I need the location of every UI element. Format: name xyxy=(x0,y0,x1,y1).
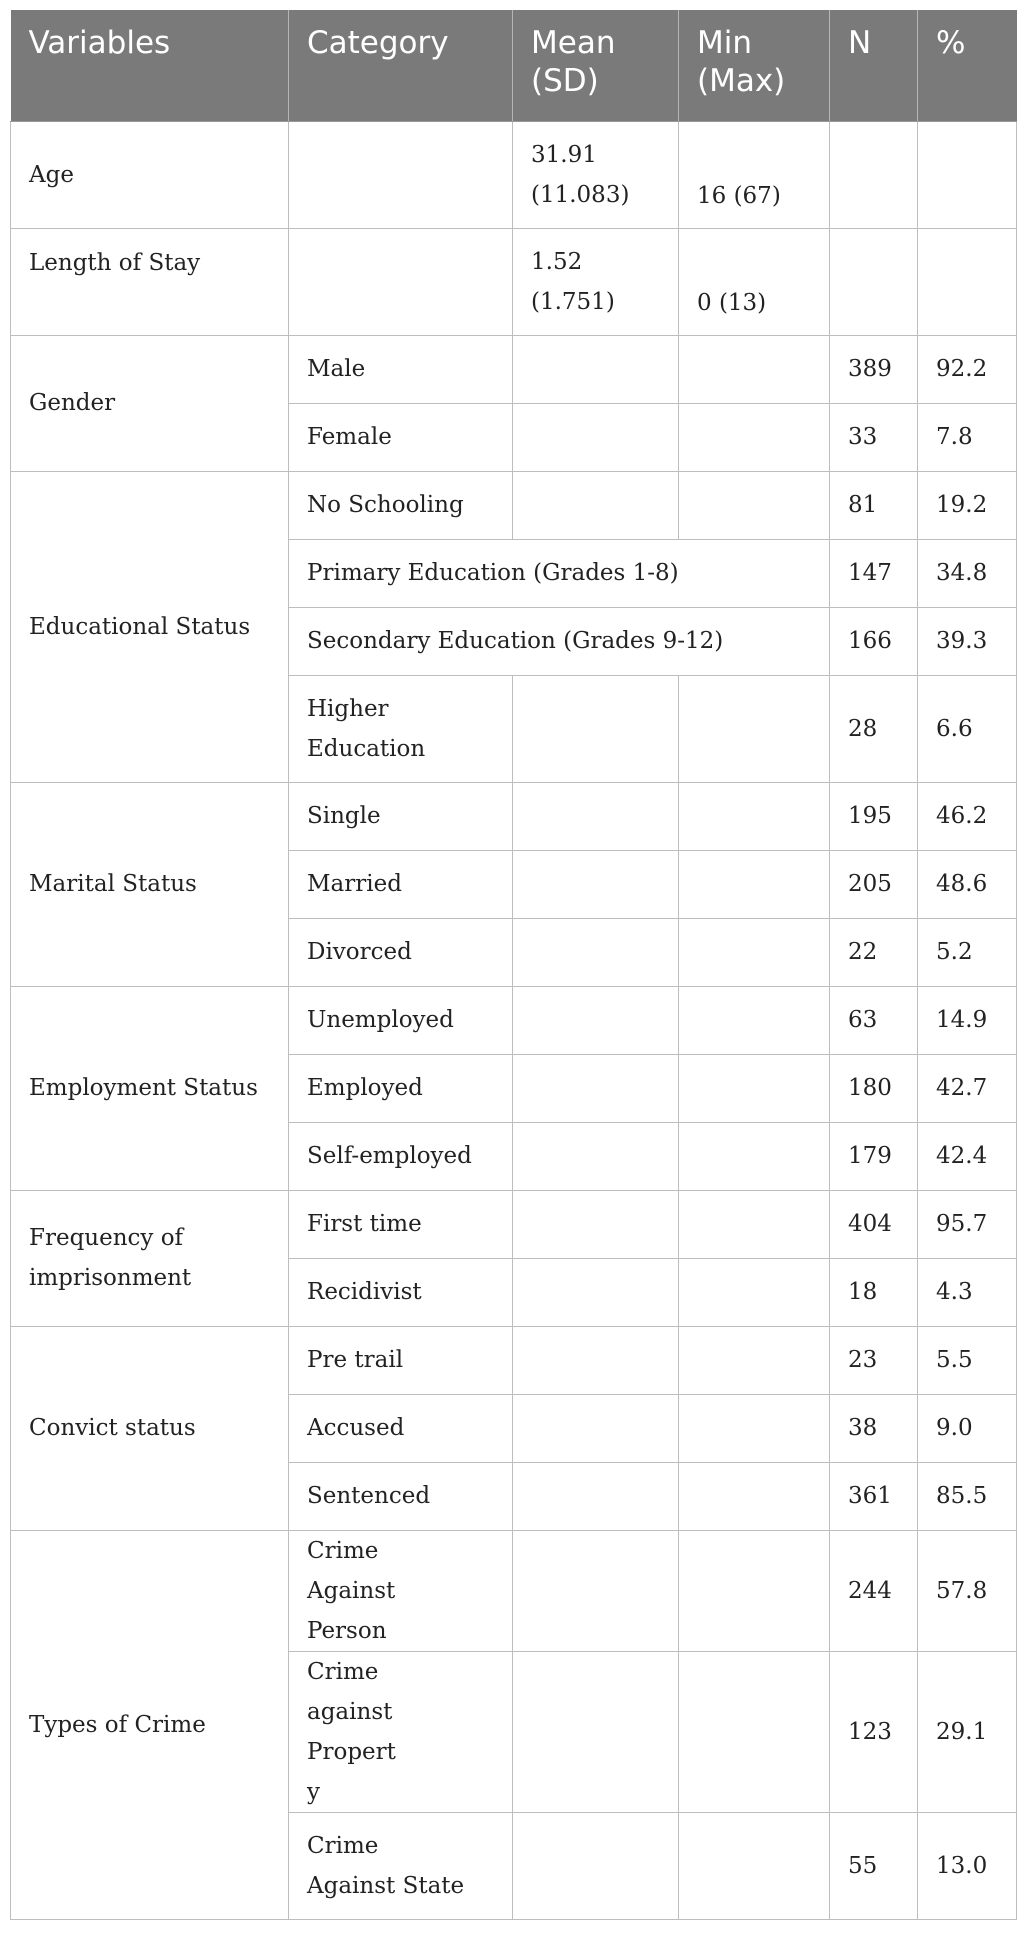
category-cell: Female xyxy=(289,403,513,471)
category-cell: Accused xyxy=(289,1394,513,1462)
category-cell: Self-employed xyxy=(289,1122,513,1190)
category-cell: Male xyxy=(289,335,513,403)
category-cell xyxy=(289,228,513,335)
variable-cell: Employment Status xyxy=(11,986,289,1190)
variable-cell: Age xyxy=(11,121,289,228)
n-cell: 123 xyxy=(830,1651,918,1812)
header-min-max: Min (Max) xyxy=(679,10,830,121)
variable-cell: Length of Stay xyxy=(11,228,289,335)
percent-cell: 85.5 xyxy=(918,1462,1017,1530)
n-cell: 18 xyxy=(830,1258,918,1326)
header-n: N xyxy=(830,10,918,121)
variable-cell: Gender xyxy=(11,335,289,471)
header-category: Category xyxy=(289,10,513,121)
n-cell: 389 xyxy=(830,335,918,403)
category-cell: Employed xyxy=(289,1054,513,1122)
header-row xyxy=(11,10,1017,121)
n-cell: 244 xyxy=(830,1530,918,1651)
variable-cell: Educational Status xyxy=(11,471,289,782)
n-cell: 22 xyxy=(830,918,918,986)
category-cell: Sentenced xyxy=(289,1462,513,1530)
n-cell: 33 xyxy=(830,403,918,471)
percent-cell: 7.8 xyxy=(918,403,1017,471)
n-cell xyxy=(830,228,918,335)
table-row xyxy=(11,1190,1017,1258)
percent-cell: 39.3 xyxy=(918,607,1017,675)
category-cell: Crime against Property xyxy=(289,1651,513,1812)
min-max-cell: 0 (13) xyxy=(679,228,830,335)
category-cell: Recidivist xyxy=(289,1258,513,1326)
category-cell: Married xyxy=(289,850,513,918)
mean-sd-cell: 1.52 (1.751) xyxy=(513,228,679,335)
variable-cell: Frequency of imprisonment xyxy=(11,1190,289,1326)
header-mean-sd: Mean (SD) xyxy=(513,10,679,121)
table-row xyxy=(11,1326,1017,1394)
percent-cell xyxy=(918,228,1017,335)
demographics-table xyxy=(10,10,1017,1920)
percent-cell: 6.6 xyxy=(918,675,1017,782)
n-cell: 361 xyxy=(830,1462,918,1530)
percent-cell: 95.7 xyxy=(918,1190,1017,1258)
n-cell: 28 xyxy=(830,675,918,782)
table-row xyxy=(11,986,1017,1054)
n-cell: 147 xyxy=(830,539,918,607)
table-row xyxy=(11,228,1017,335)
variable-cell: Marital Status xyxy=(11,782,289,986)
table-row xyxy=(11,335,1017,403)
category-cell: Higher Education xyxy=(289,675,513,782)
n-cell xyxy=(830,121,918,228)
category-cell: Unemployed xyxy=(289,986,513,1054)
variable-cell: Convict status xyxy=(11,1326,289,1530)
category-cell: First time xyxy=(289,1190,513,1258)
percent-cell: 42.7 xyxy=(918,1054,1017,1122)
percent-cell: 92.2 xyxy=(918,335,1017,403)
table-row xyxy=(11,471,1017,539)
n-cell: 179 xyxy=(830,1122,918,1190)
percent-cell: 48.6 xyxy=(918,850,1017,918)
n-cell: 63 xyxy=(830,986,918,1054)
percent-cell: 42.4 xyxy=(918,1122,1017,1190)
table-row xyxy=(11,121,1017,228)
table-row xyxy=(11,782,1017,850)
n-cell: 38 xyxy=(830,1394,918,1462)
percent-cell: 5.2 xyxy=(918,918,1017,986)
category-cell: Crime Against State xyxy=(289,1812,513,1919)
n-cell: 180 xyxy=(830,1054,918,1122)
percent-cell: 57.8 xyxy=(918,1530,1017,1651)
table-row xyxy=(11,1530,1017,1651)
n-cell: 55 xyxy=(830,1812,918,1919)
percent-cell: 14.9 xyxy=(918,986,1017,1054)
n-cell: 205 xyxy=(830,850,918,918)
category-cell: Crime Against Person xyxy=(289,1530,513,1651)
percent-cell: 34.8 xyxy=(918,539,1017,607)
n-cell: 81 xyxy=(830,471,918,539)
percent-cell: 19.2 xyxy=(918,471,1017,539)
table-container xyxy=(10,10,1017,1920)
category-cell: Divorced xyxy=(289,918,513,986)
n-cell: 23 xyxy=(830,1326,918,1394)
percent-cell: 46.2 xyxy=(918,782,1017,850)
n-cell: 404 xyxy=(830,1190,918,1258)
category-cell xyxy=(289,121,513,228)
mean-sd-cell: 31.91 (11.083) xyxy=(513,121,679,228)
header-variables: Variables xyxy=(11,10,289,121)
category-cell: No Schooling xyxy=(289,471,513,539)
header-percent: % xyxy=(918,10,1017,121)
n-cell: 166 xyxy=(830,607,918,675)
category-cell: Primary Education (Grades 1-8) xyxy=(289,539,830,607)
percent-cell: 29.1 xyxy=(918,1651,1017,1812)
percent-cell: 5.5 xyxy=(918,1326,1017,1394)
category-cell: Single xyxy=(289,782,513,850)
min-max-cell: 16 (67) xyxy=(679,121,830,228)
category-cell: Pre trail xyxy=(289,1326,513,1394)
category-cell: Secondary Education (Grades 9-12) xyxy=(289,607,830,675)
n-cell: 195 xyxy=(830,782,918,850)
percent-cell: 4.3 xyxy=(918,1258,1017,1326)
percent-cell xyxy=(918,121,1017,228)
percent-cell: 13.0 xyxy=(918,1812,1017,1919)
variable-cell: Types of Crime xyxy=(11,1530,289,1919)
percent-cell: 9.0 xyxy=(918,1394,1017,1462)
